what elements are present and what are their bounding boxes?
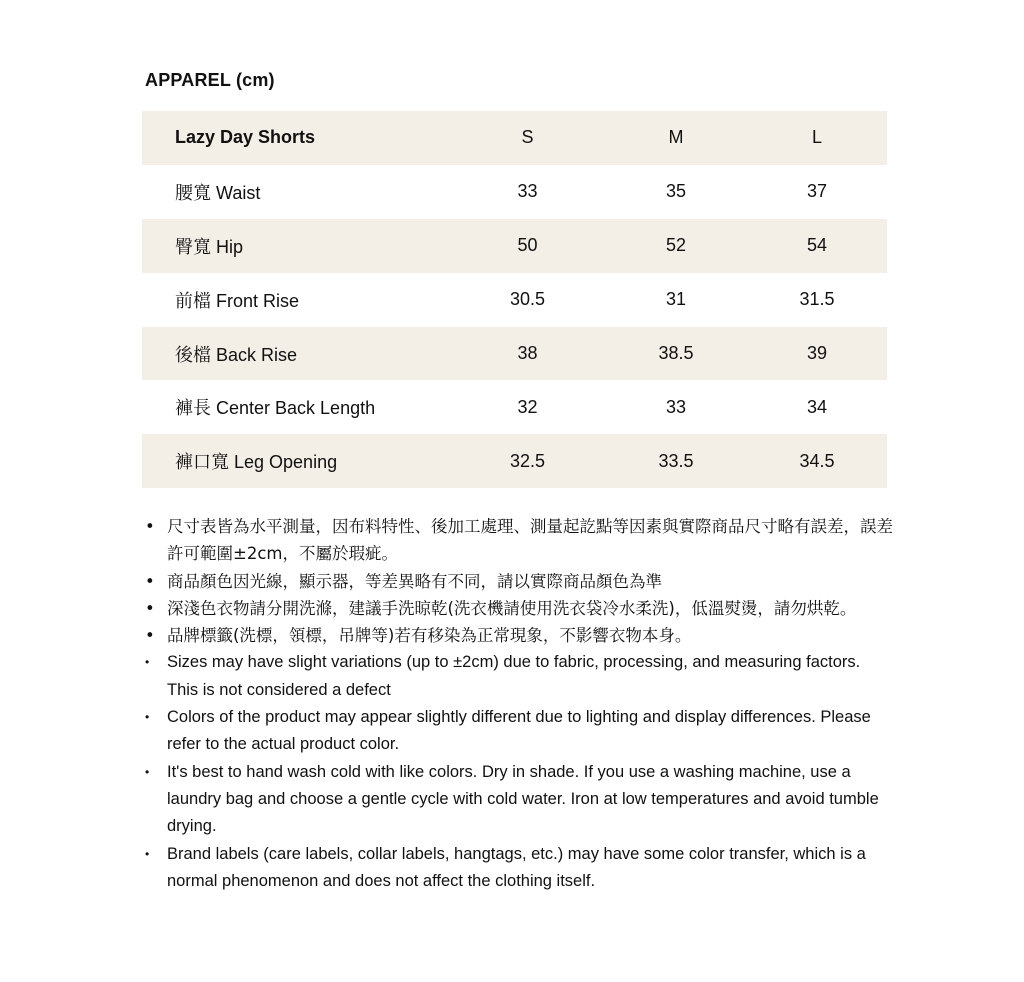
note-text: It's best to hand wash cold with like colors. Dry in shade. If you use a washing machine, use a laundry bag and choose a gentle cycle with cold water. Iron at low temperatures and avoid tumble drying. [167, 762, 879, 836]
table-row [142, 165, 887, 219]
bullet-icon: • [145, 764, 150, 779]
table-cell: 50 [517, 235, 538, 256]
table-cell: 38.5 [658, 343, 694, 363]
table-cell: 31 [665, 289, 687, 310]
table-row [142, 380, 887, 434]
table-row [142, 327, 887, 381]
table-cell: 33 [517, 181, 538, 202]
list-item [145, 568, 895, 595]
table-header-row [142, 111, 887, 165]
table-cell: 35 [665, 181, 687, 202]
note-text: 深淺色衣物請分開洗滌，建議手洗晾乾(洗衣機請使用洗衣袋冷水柔洗)，低溫熨燙，請勿烘乾。 [167, 598, 857, 618]
note-text: 品牌標籤(洗標，領標，吊牌等)若有移染為正常現象，不影響衣物本身。 [167, 626, 692, 646]
bullet-icon: • [145, 517, 155, 536]
table-row [142, 273, 887, 327]
size-chart-table [142, 111, 887, 488]
table-cell: 33 [665, 396, 687, 417]
note-text: 商品顏色因光線，顯示器，等差異略有不同，請以實際商品顏色為準 [167, 571, 662, 591]
size-header-m: M [668, 127, 684, 148]
table-cell: 30.5 [509, 289, 546, 310]
note-text: Sizes may have slight variations (up to ±2cm) due to fabric, processing, and measuring factors. This is not considered a defect [167, 653, 861, 699]
row-label-center-back-length: 褲長 Center Back Length [175, 398, 376, 419]
note-text: 尺寸表皆為水平測量，因布料特性、後加工處理、測量起訖點等因素與實際商品尺寸略有誤差，誤差許可範圍±2cm，不屬於瑕疵。 [167, 517, 893, 564]
note-text: Brand labels (care labels, collar labels, hangtags, etc.) may have some color transfer, which is a normal phenomenon and does not affect the clothing itself. [167, 844, 866, 890]
list-item [145, 704, 895, 759]
table-cell: 31.5 [799, 289, 835, 310]
bullet-icon: • [145, 655, 150, 670]
list-item [145, 513, 895, 568]
list-item [145, 841, 895, 896]
list-item [145, 759, 895, 841]
section-title: APPAREL (cm) [145, 70, 275, 90]
table-cell: 37 [806, 181, 828, 202]
table-cell: 34 [806, 396, 828, 417]
note-text: Colors of the product may appear slightly different due to lighting and display differences. Please refer to the actual product color. [167, 708, 871, 754]
bullet-icon: • [145, 626, 155, 646]
size-header-l: L [811, 127, 822, 148]
row-label-front-rise: 前檔 Front Rise [175, 290, 300, 311]
table-cell: 52 [665, 235, 687, 256]
row-label-back-rise: 後檔 Back Rise [175, 344, 298, 365]
table-row [142, 434, 887, 488]
bullet-icon: • [145, 598, 155, 618]
bullet-icon: • [145, 710, 150, 725]
row-label-waist: 腰寬 Waist [175, 182, 261, 203]
row-label-hip: 臀寬 Hip [175, 236, 244, 257]
product-name-header: Lazy Day Shorts [175, 127, 316, 148]
table-cell: 39 [806, 343, 828, 363]
bullet-icon: • [145, 571, 155, 591]
row-label-leg-opening: 褲口寬 Leg Opening [175, 452, 338, 473]
table-cell: 54 [806, 235, 828, 256]
table-cell: 33.5 [658, 450, 694, 471]
size-header-s: S [521, 127, 534, 148]
table-row [142, 219, 887, 273]
care-notes-list [145, 513, 895, 895]
table-cell: 38 [517, 343, 538, 363]
table-cell: 34.5 [799, 450, 835, 471]
list-item [145, 622, 895, 649]
table-cell: 32.5 [509, 450, 546, 471]
table-cell: 32 [517, 396, 538, 417]
list-item [145, 649, 895, 704]
list-item [145, 595, 895, 622]
bullet-icon: • [145, 846, 150, 861]
